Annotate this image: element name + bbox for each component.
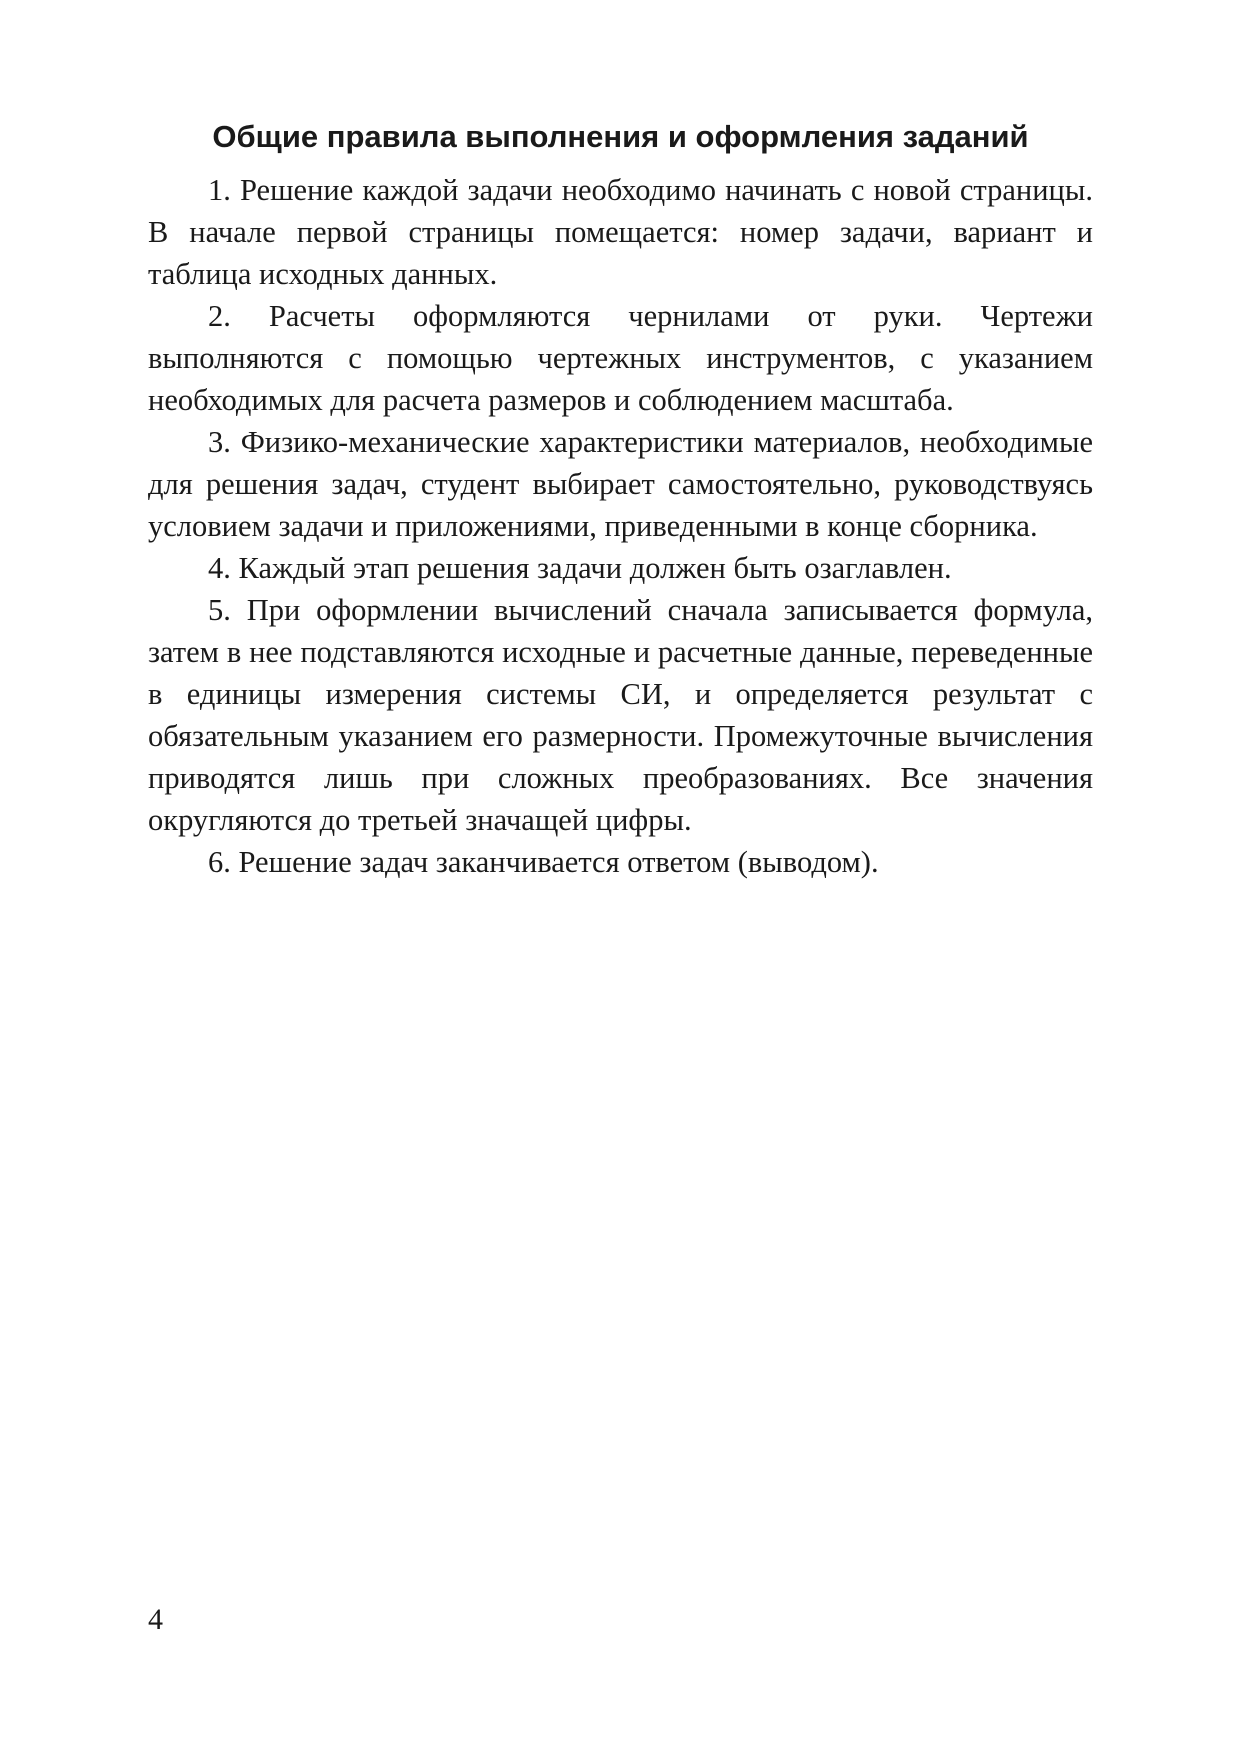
rule-paragraph-4: 4. Каждый этап решения задачи должен быть озаглавлен. (208, 551, 952, 585)
page-number: 4 (148, 1603, 163, 1636)
rule-paragraph-5: 5. При оформлении вычислений сначала записывается формула, затем в нее подставляются исходные и расчетные данные, переведенные в единицы измерения системы СИ, и определяется результат с обязательным указанием его размерности. Промежуточные вычисления приводятся лишь при сложных преобразованиях. Все значения округляются до третьей значащей цифры. (148, 593, 1093, 837)
page-heading: Общие правила выполнения и оформления заданий (212, 119, 1029, 154)
rules-list (148, 169, 1093, 883)
rule-paragraph-6: 6. Решение задач заканчивается ответом (выводом). (208, 845, 879, 879)
rule-paragraph-1: 1. Решение каждой задачи необходимо начинать с новой страницы. В начале первой страницы помещается: номер задачи, вариант и таблица исходных данных. (148, 173, 1093, 291)
rule-paragraph-2: 2. Расчеты оформляются чернилами от руки. Чертежи выполняются с помощью чертежных инструментов, с указанием необходимых для расчета размеров и соблюдением масштаба. (148, 299, 1093, 417)
rule-paragraph-3: 3. Физико-механические характеристики материалов, необходимые для решения задач, студент выбирает самостоятельно, руководствуясь условием задачи и приложениями, приведенными в конце сборника. (148, 425, 1093, 543)
